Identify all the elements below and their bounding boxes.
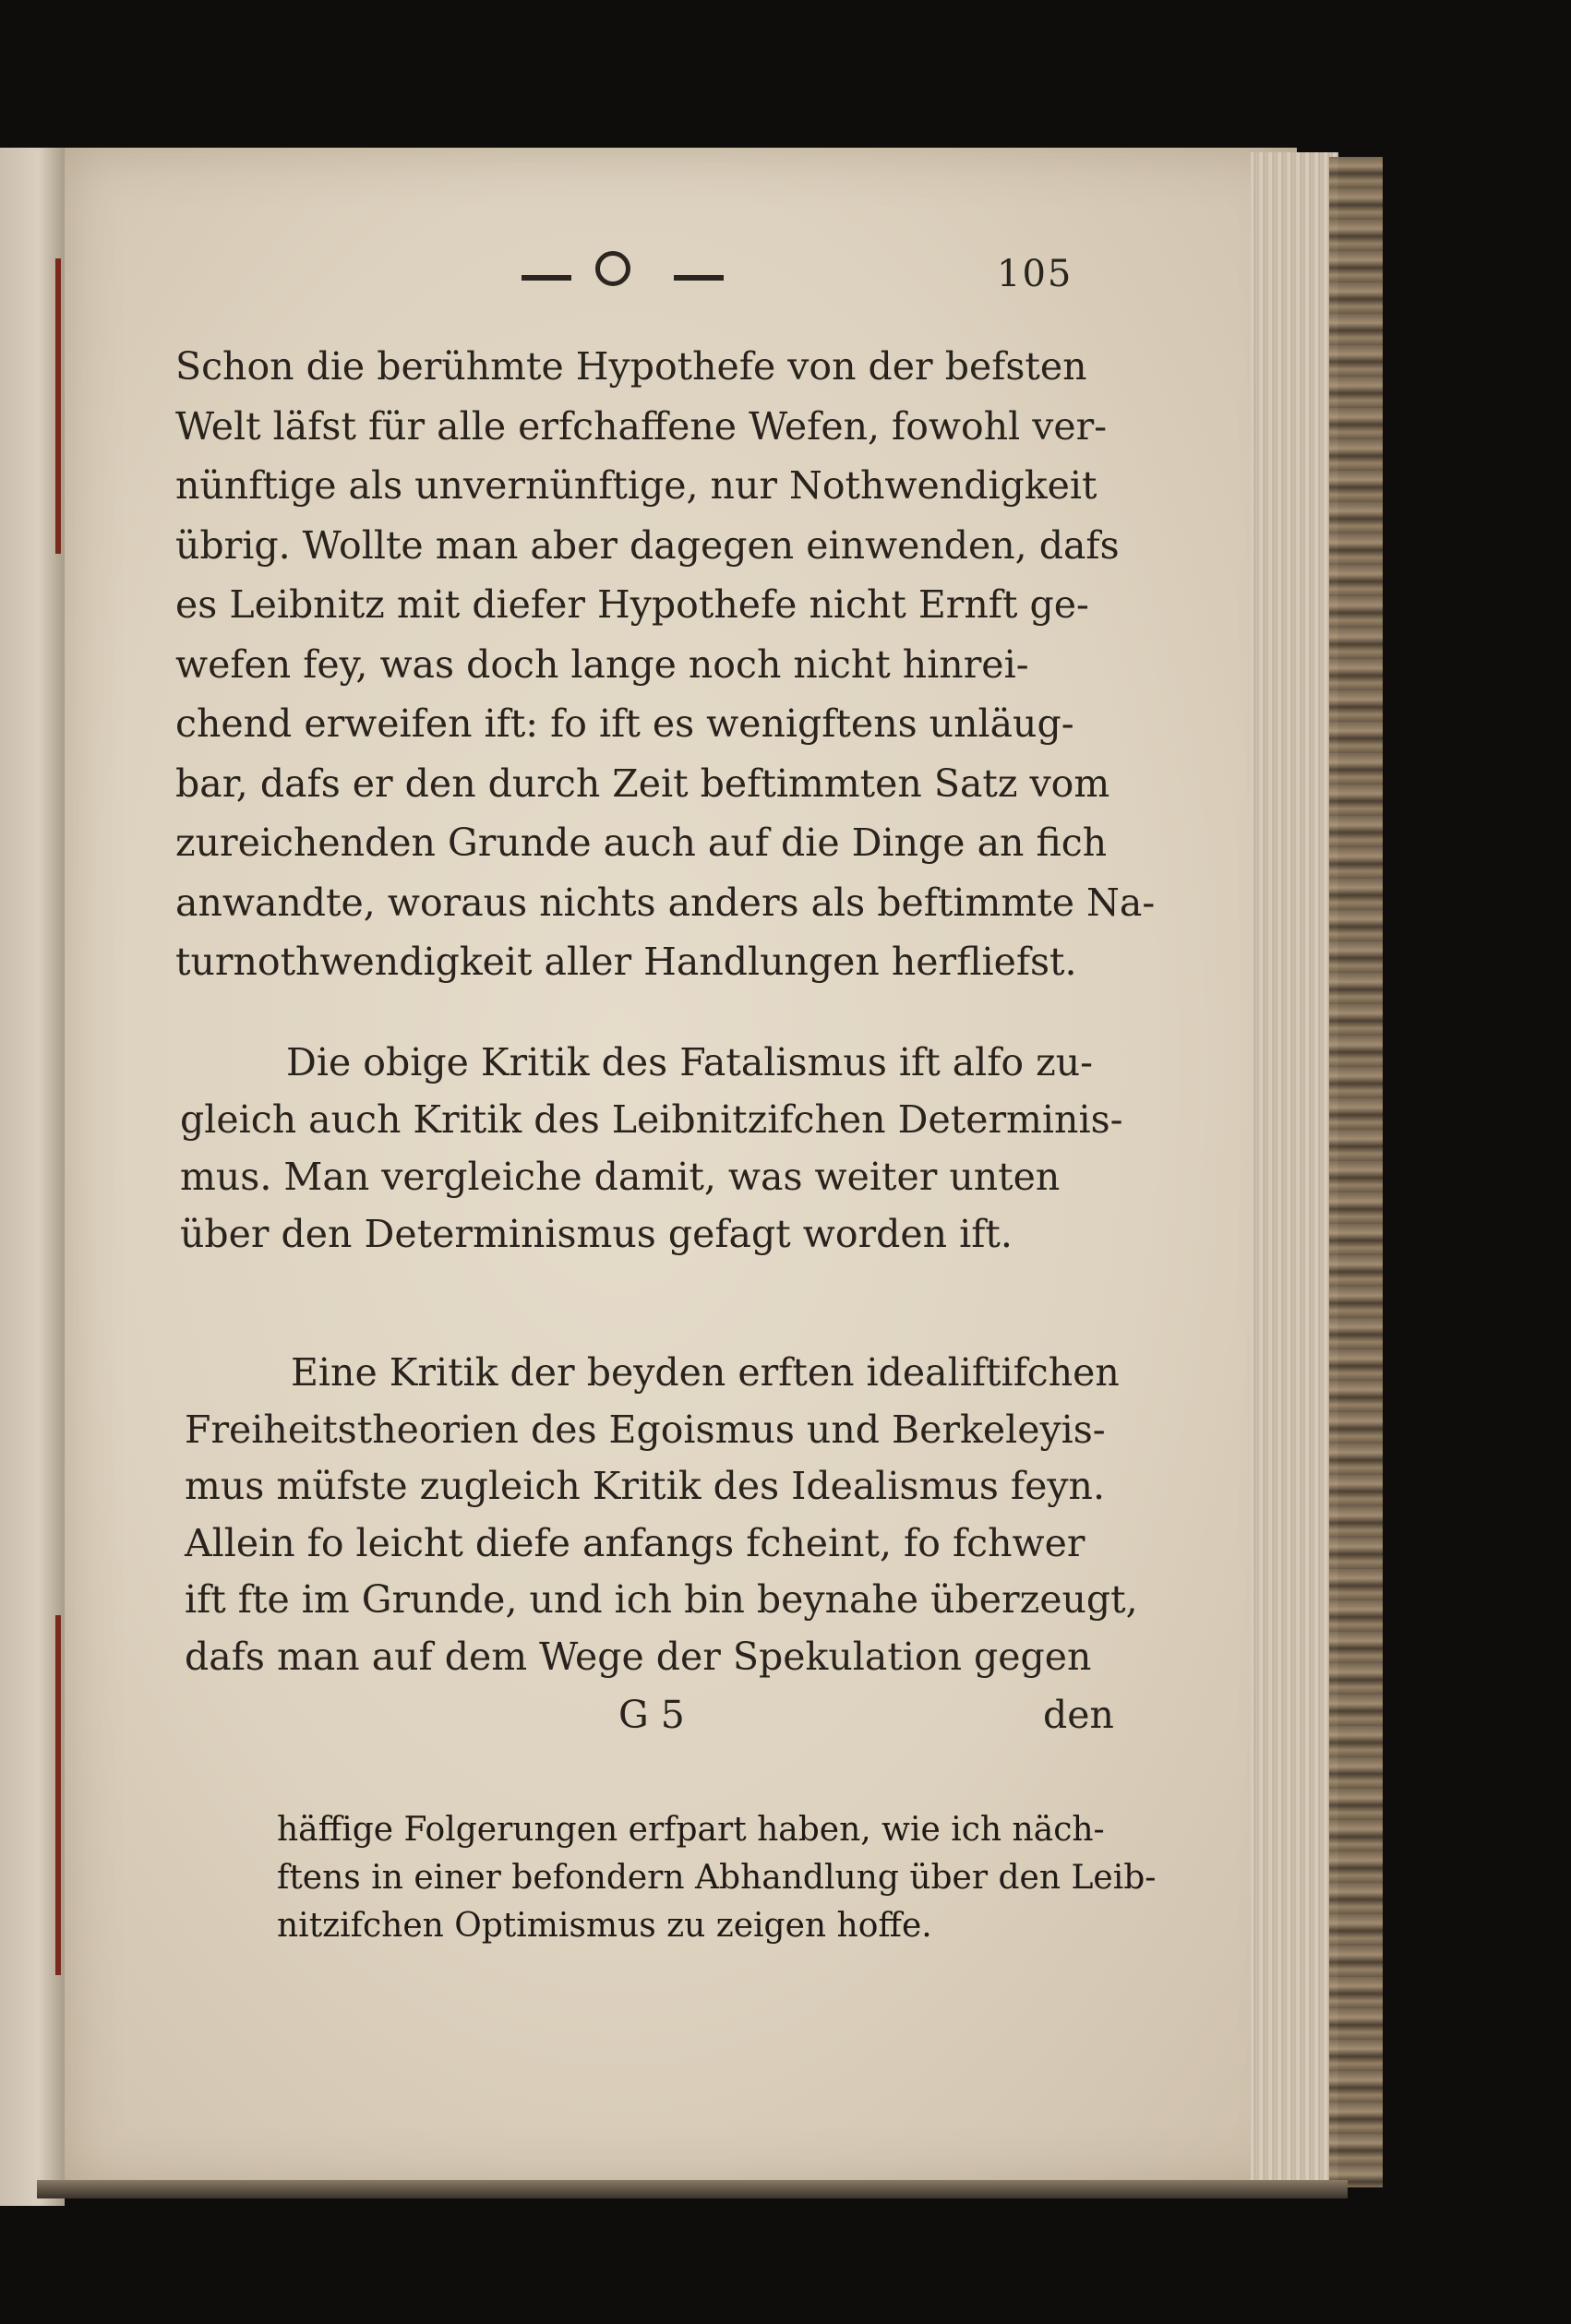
bleed-line: häffige Folgerungen erfpart haben, wie ich näch- <box>277 1811 1105 1849</box>
text-line: übrig. Wollte man aber dagegen einwenden, dafs <box>175 522 1120 568</box>
text-line: Eine Kritik der beyden erften idealiftifchen <box>291 1350 1120 1395</box>
book-cover-edge <box>1329 157 1383 2187</box>
text-line: dafs man auf dem Wege der Spekulation gegen <box>185 1634 1092 1679</box>
paragraph-1 <box>175 337 1155 992</box>
text-line: nünftige als unvernünftige, nur Nothwendigkeit <box>175 463 1097 508</box>
text-line: anwandte, woraus nichts anders als beftimmte Na- <box>175 880 1156 925</box>
page-bottom-edge <box>37 2180 1348 2198</box>
header-dash-right <box>674 275 724 281</box>
text-line: mus. Man vergleiche damit, was weiter unten <box>180 1155 1061 1199</box>
bleed-through-text <box>277 1806 1156 1950</box>
page-block-edge <box>1251 152 1338 2192</box>
bleed-line: ftens in einer befondern Abhandlung über den Leib- <box>277 1859 1157 1897</box>
running-header <box>503 249 1094 323</box>
text-line: Die obige Kritik des Fatalismus ift alfo zu- <box>286 1040 1094 1084</box>
text-line: Welt läfst für alle erfchaffene Wefen, fowohl ver- <box>175 403 1108 449</box>
text-line: chend erweifen ift: fo ift es wenigftens unläug- <box>175 701 1074 746</box>
text-line: mus müfste zugleich Kritik des Idealismus feyn. <box>185 1464 1105 1508</box>
text-line: Allein fo leicht diefe anfangs fcheint, fo fchwer <box>185 1520 1085 1565</box>
text-line: über den Determinismus gefagt worden ift. <box>180 1212 1013 1256</box>
text-line: bar, dafs er den durch Zeit beftimmten Satz vom <box>175 761 1110 806</box>
paragraph-2 <box>180 1034 1122 1263</box>
text-line: es Leibnitz mit diefer Hypothefe nicht Ernft ge- <box>175 582 1089 627</box>
paragraph-3 <box>185 1345 1138 1685</box>
text-line: ift fte im Grunde, und ich bin beynahe überzeugt, <box>185 1577 1138 1622</box>
signature-mark: G 5 <box>618 1693 685 1737</box>
header-ornament-circle <box>595 251 630 286</box>
text-line: Schon die berühmte Hypothefe von der befsten <box>175 344 1087 389</box>
text-line: zureichenden Grunde auch auf die Dinge an fich <box>175 821 1108 865</box>
bleed-line: nitzifchen Optimismus zu zeigen hoffe. <box>277 1907 932 1945</box>
text-line: wefen fey, was doch lange noch nicht hinrei- <box>175 641 1029 687</box>
facing-page-mark <box>55 1615 61 1975</box>
text-line: gleich auch Kritik des Leibnitzifchen Determinis- <box>180 1097 1123 1142</box>
facing-page-edge <box>0 148 65 2206</box>
text-line: Freiheitstheorien des Egoismus und Berkeleyis- <box>185 1407 1106 1452</box>
header-dash-left <box>522 275 571 281</box>
page-number: 105 <box>997 253 1073 295</box>
facing-page-mark <box>55 258 61 554</box>
catchword: den <box>1043 1693 1114 1737</box>
text-line: turnothwendigkeit aller Handlungen herfliefst. <box>175 940 1077 984</box>
